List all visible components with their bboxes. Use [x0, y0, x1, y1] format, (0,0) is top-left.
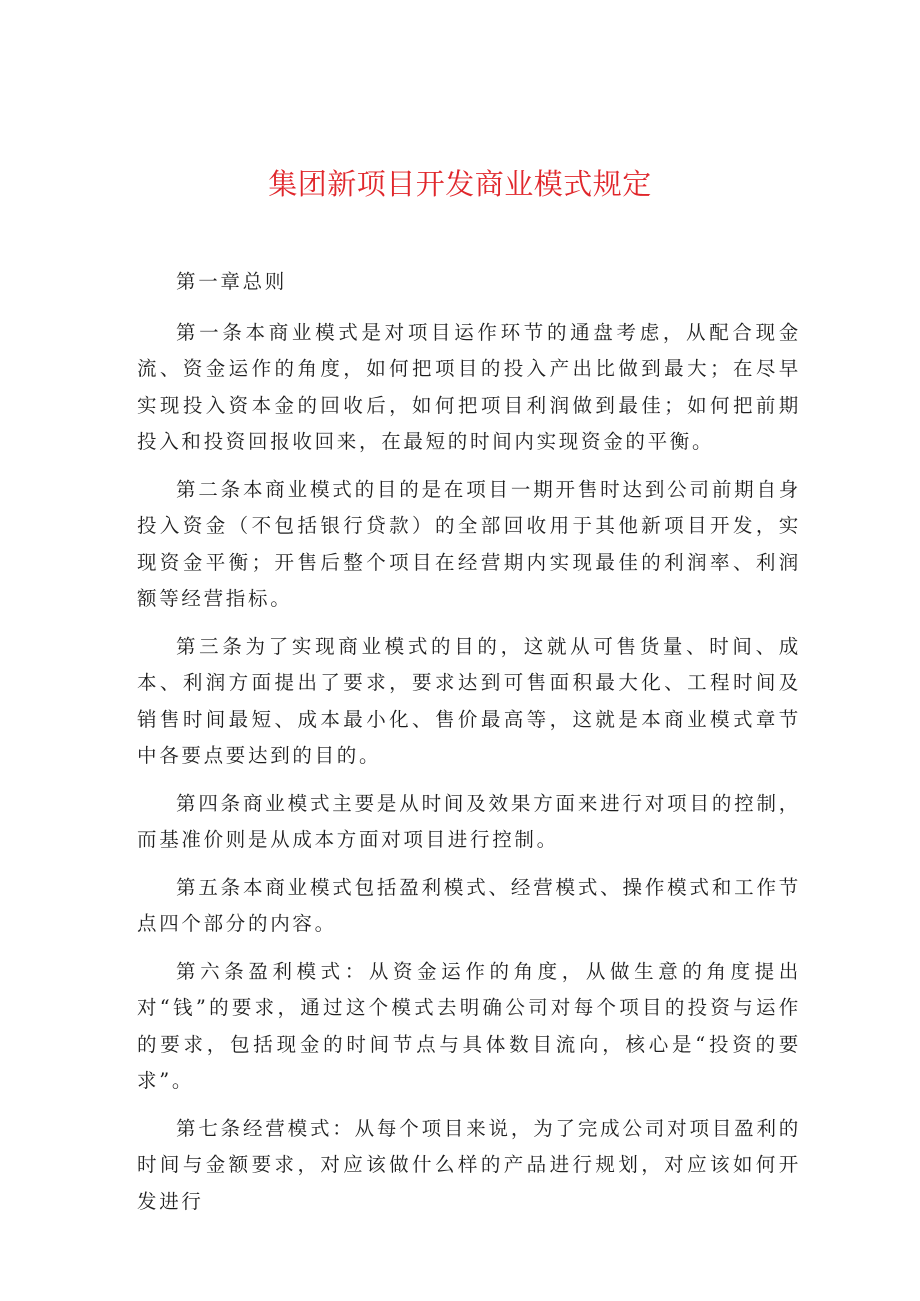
document-body: [137, 264, 801, 1220]
article-1-paragraph: 第一条本商业模式是对项目运作环节的通盘考虑，从配合现金流、资金运作的角度，如何把项目的投入产出比做到最大；在尽早实现投入资本金的回收后，如何把项目利润做到最佳；如何把前期投入和投资回报收回来，在最短的时间内实现资金的平衡。: [137, 320, 801, 453]
document-title: 集团新项目开发商业模式规定: [268, 167, 652, 201]
article-6-paragraph: 第六条盈利模式：从资金运作的角度，从做生意的角度提出对“钱”的要求，通过这个模式去明确公司对每个项目的投资与运作的要求，包括现金的时间节点与具体数目流向，核心是“投资的要求”。: [137, 959, 801, 1092]
article-7-paragraph: 第七条经营模式：从每个项目来说，为了完成公司对项目盈利的时间与金额要求，对应该做什么样的产品进行规划，对应该如何开发进行: [137, 1116, 801, 1213]
article-4-paragraph: 第四条商业模式主要是从时间及效果方面来进行对项目的控制，而基准价则是从成本方面对项目进行控制。: [137, 791, 801, 851]
article-2-paragraph: 第二条本商业模式的目的是在项目一期开售时达到公司前期自身投入资金（不包括银行贷款）的全部回收用于其他新项目开发，实现资金平衡；开售后整个项目在经营期内实现最佳的利润率、利润额等经营指标。: [137, 477, 801, 610]
chapter-heading: 第一章总则: [176, 270, 288, 293]
article-3-paragraph: 第三条为了实现商业模式的目的，这就从可售货量、时间、成本、利润方面提出了要求，要求达到可售面积最大化、工程时间及销售时间最短、成本最小化、售价最高等，这就是本商业模式章节中各要点要达到的目的。: [137, 634, 801, 767]
article-5-paragraph: 第五条本商业模式包括盈利模式、经营模式、操作模式和工作节点四个部分的内容。: [137, 875, 801, 935]
